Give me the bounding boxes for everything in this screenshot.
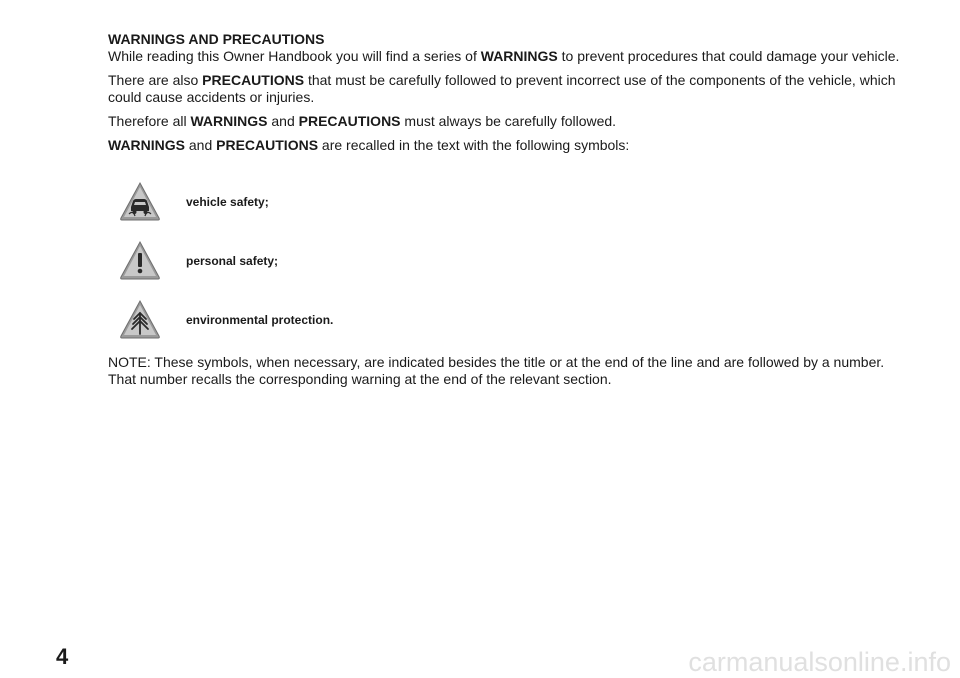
symbol-row-environmental-protection: [118, 298, 908, 342]
text: are recalled in the text with the following symbols:: [318, 137, 630, 153]
text: Therefore all: [108, 113, 191, 129]
paragraph-precautions: [108, 72, 908, 106]
vehicle-safety-icon: [118, 180, 162, 224]
watermark: carmanualsonline.info: [688, 647, 951, 677]
emphasis: PRECAUTIONS: [298, 113, 401, 129]
emphasis: WARNINGS: [108, 137, 185, 153]
page-number: 4: [56, 644, 69, 669]
symbol-row-vehicle-safety: [118, 180, 908, 224]
emphasis: WARNINGS: [480, 48, 558, 64]
paragraph-warnings: [108, 48, 908, 65]
text: to prevent procedures that could damage your vehicle.: [557, 48, 900, 64]
symbol-list: [118, 180, 908, 342]
text: that must be carefully followed to prevent incorrect use of the components of the vehicle, which could cause accidents or injuries.: [108, 72, 896, 105]
symbol-label: personal safety;: [186, 253, 279, 268]
symbol-label: vehicle safety;: [186, 194, 269, 209]
personal-safety-icon: [118, 239, 162, 283]
symbol-row-personal-safety: [118, 239, 908, 283]
paragraph-symbols-intro: [108, 137, 908, 154]
text: must always be carefully followed.: [400, 113, 617, 129]
text: and: [267, 113, 299, 129]
section-heading: WARNINGS AND PRECAUTIONS: [108, 31, 325, 47]
paragraph-therefore: [108, 113, 908, 130]
emphasis: WARNINGS: [190, 113, 268, 129]
document-body: [108, 31, 908, 395]
emphasis: PRECAUTIONS: [202, 72, 305, 88]
note-paragraph: NOTE: These symbols, when necessary, are indicated besides the title or at the end of the line and are followed by a number. That number recalls the corresponding warning at the end of the relevant section.: [108, 354, 885, 387]
environmental-protection-icon: [118, 298, 162, 342]
text: and: [185, 137, 217, 153]
text: While reading this Owner Handbook you will find a series of: [108, 48, 481, 64]
text: There are also: [108, 72, 203, 88]
emphasis: PRECAUTIONS: [216, 137, 319, 153]
symbol-label: environmental protection.: [186, 312, 334, 327]
